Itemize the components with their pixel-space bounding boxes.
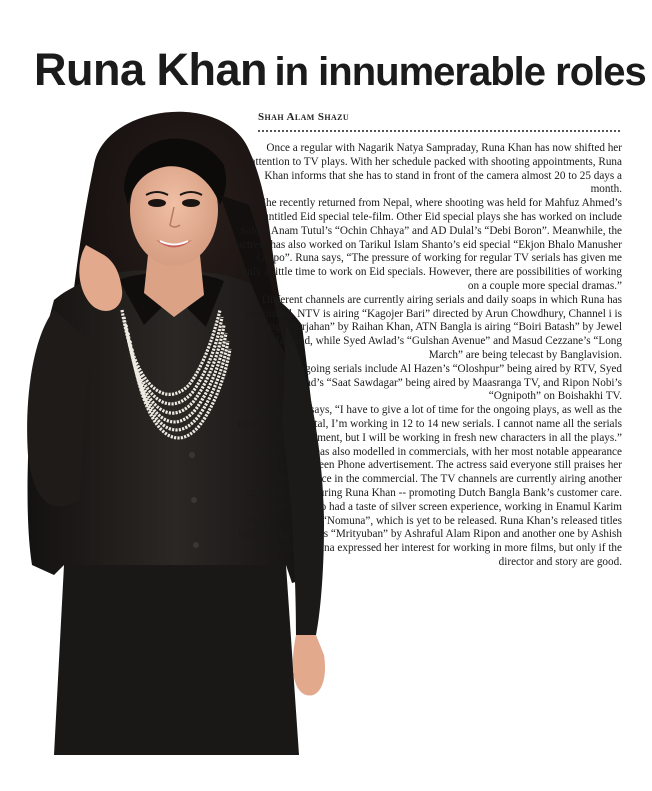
article-paragraph: Different channels are currently airing serials and daily soaps in which Runa has performed. NTV is airing “Kagojer Bari” directed by Arun Chowdhury, Channel i is airing “Nurjahan” by Raihan Khan, ATN Bangla is airing “Boiri Batash” by Jewel Mahmud, while Syed Awlad’s “Gulshan Avenue” and Masud Cezzane’s “Long March” are being telecast by Banglavision. [245,293,622,361]
article-paragraph: Runa Khan has also modelled in commercials, with her most notable appearance in a Grameen Phone advertisement. The actress said everyone still praises her performance in the commercial. The TV channels are currently airing another commercial featuring Runa Khan -- promoting Dutch Bangla Bank’s customer care. [246,445,622,499]
article-body [236,142,622,767]
headline [34,44,646,96]
article-paragraph: She recently returned from Nepal, where shooting was held for Mahfuz Ahmed’s untitled Eid special tele-film. Other Eid special plays she has worked on include Saidul Anam Tutul’s “Ochin Chhaya” and AD Dulal’s “Debi Boron”. Meanwhile, the actress has also worked on Tarikul Islam Shanto’s eid special “Ekjon Bhalo Manusher Golpo”. Runa says, “The pressure of working for regular TV serials has given me only a little time to work on Eid specials. However, there are possibilities of working on a couple more special dramas.” [237,197,622,292]
article-paragraph: Runa Khan says, “I have to give a lot of time for the ongoing plays, as well as the new serials. In total, I’m working in 12 to 14 new serials. I cannot name all the serials at the moment, but I will be working in fresh new characters in all the plays.” [237,404,622,444]
headline-subtitle: in innumerable roles [274,50,646,95]
article-paragraph: She has also had a taste of silver screen experience, working in Enamul Karim Nirjhar’s movie “Nomuna”, which is yet to be released. Runa Khan’s released titles include digital films “Mrityuban” by Ashraful Alam Ripon and another one by Ashish Khondokar. Runa expressed her interest for working in more films, but only if the director and story are good. [237,500,622,568]
article-paragraph: Other ongoing serials include Al Hazen’s “Oloshpur” being aired by RTV, Syed Awlad’s “Saat Sawdagar” being aired by Maasranga TV, and Ripon Nobi’s “Ognipoth” on Boishakhi TV. [265,362,622,403]
byline: Shah Alam Shazu [258,111,350,123]
article-paragraph: Once a regular with Nagarik Natya Sampraday, Runa Khan has now shifted her attention to TV plays. With her schedule packed with shooting appointments, Runa Khan informs that she has to stand in front of the camera almost 20 to 25 days a month. [250,142,622,196]
headline-name: Runa Khan [34,44,268,96]
